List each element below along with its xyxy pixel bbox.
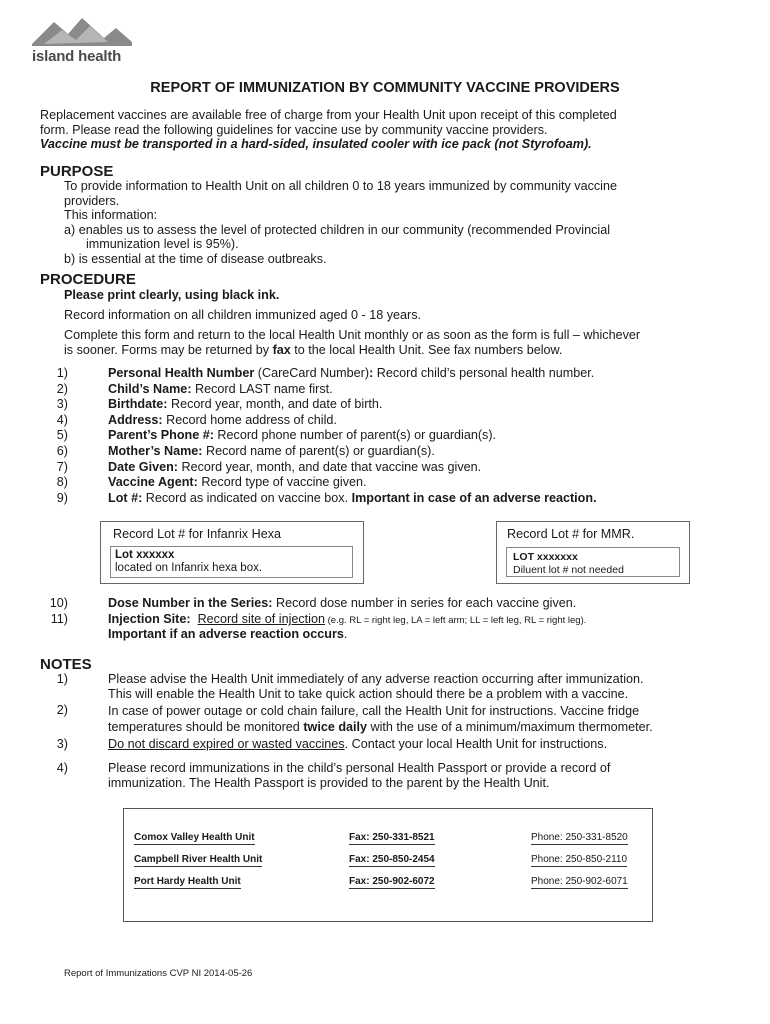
item-text: Record LAST name first.: [191, 381, 333, 396]
lot-box-infanrix: [100, 521, 364, 584]
contact-fax: Fax: 250-902-6072: [349, 876, 435, 887]
item-number: 9): [56, 490, 68, 505]
procedure-complete: [64, 328, 744, 357]
intro: [40, 108, 740, 152]
item-text: Record year, month, and date of birth.: [167, 397, 383, 412]
note-number: 2): [56, 703, 68, 717]
procedure-print: Please print clearly, using black ink.: [64, 288, 280, 302]
contact-row: [134, 854, 642, 867]
contact-fax: Fax: 250-331-8521: [349, 832, 435, 843]
note-number: 3): [56, 737, 68, 751]
contact-row: [134, 876, 642, 889]
lot-box-mmr: [496, 521, 690, 584]
item-number: 2): [56, 381, 68, 396]
item-label: Dose Number in the Series:: [108, 596, 273, 610]
item-text: Record phone number of parent(s) or guardian(s).: [213, 428, 497, 443]
note-text: [108, 719, 653, 735]
note-underlined: Do not discard expired or wasted vaccines: [108, 737, 345, 751]
list-item: [40, 428, 740, 444]
list-item-continued: [40, 627, 760, 642]
item-label: Lot #:: [108, 490, 143, 505]
note-text: immunization. The Health Passport is provided to the parent by the Health Unit.: [108, 775, 550, 790]
purpose-heading: PURPOSE: [40, 163, 114, 180]
intro-warning: Vaccine must be transported in a hard-sided, insulated cooler with ice pack (not Styrofoam).: [40, 137, 592, 151]
item-label: Date Given:: [108, 459, 178, 474]
note-text-pre: temperatures should be monitored: [108, 720, 304, 734]
item-text: Record type of vaccine given.: [197, 475, 367, 490]
complete-text-fax: fax: [272, 342, 291, 357]
note-text: In case of power outage or cold chain failure, call the Health Unit for instructions. Vaccine fridge: [108, 704, 640, 718]
item-label: Birthdate:: [108, 397, 168, 412]
note-text: Please advise the Health Unit immediately of any adverse reaction occurring after immunization.: [108, 672, 644, 686]
item-text: Record as indicated on vaccine box.: [142, 490, 352, 505]
lot-box-mmr-inner: [506, 547, 680, 577]
note-number: 4): [56, 761, 68, 775]
logo-text: island health: [32, 48, 122, 65]
notes-heading: NOTES: [40, 656, 92, 673]
island-health-logo: [32, 14, 152, 70]
item-number: 1): [56, 366, 68, 380]
contact-phone: Phone: 250-850-2110: [531, 854, 628, 865]
list-item: [40, 475, 740, 491]
contact-name: Campbell River Health Unit: [134, 854, 263, 865]
item-label-mid: (CareCard Number): [254, 366, 370, 380]
item-important: Important if an adverse reaction occurs: [108, 627, 344, 641]
intro-line-1: Replacement vaccines are available free of charge from your Health Unit upon receipt of this completed: [40, 108, 617, 122]
purpose-item-a: a) enables us to assess the level of protected children in our community (recommended Provincial: [64, 222, 610, 237]
complete-text-c: to the local Health Unit. See fax numbers below.: [290, 342, 563, 357]
lot-box-infanrix-inner: [110, 546, 353, 578]
item-number: 7): [56, 459, 68, 474]
contact-fax: Fax: 250-850-2454: [349, 854, 435, 865]
mountain-logo-icon: [32, 14, 132, 50]
list-item: [40, 612, 760, 627]
procedure-record: Record information on all children immunized aged 0 - 18 years.: [64, 308, 422, 322]
contacts-box: [123, 808, 653, 922]
mmr-note: Diluent lot # not needed: [513, 564, 624, 576]
item-important-end: .: [343, 627, 348, 641]
note-number: 1): [56, 672, 68, 686]
list-item: [40, 366, 740, 382]
list-item: [40, 460, 740, 476]
contact-name: Port Hardy Health Unit: [134, 876, 241, 887]
item-label-colon: :: [369, 366, 374, 380]
item-label: Address:: [108, 412, 163, 427]
contact-name: Comox Valley Health Unit: [134, 832, 255, 843]
item-underlined: Record site of injection: [197, 612, 325, 626]
purpose-line-1: To provide information to Health Unit on all children 0 to 18 years immunized by community vaccine: [64, 179, 617, 193]
item-text: Record year, month, and date that vaccine was given.: [178, 459, 482, 474]
contact-row: [134, 832, 642, 845]
item-text: Record name of parent(s) or guardian(s).: [202, 443, 435, 458]
item-label: Vaccine Agent:: [108, 475, 198, 490]
purpose-item-a-cont: immunization level is 95%).: [86, 237, 239, 251]
item-number: 8): [56, 475, 68, 490]
item-label: Personal Health Number: [108, 366, 255, 380]
list-item: [40, 444, 740, 460]
item-number: 10): [49, 596, 68, 610]
infanrix-note: located on Infanrix hexa box.: [115, 562, 263, 574]
item-text: Record home address of child.: [162, 412, 337, 427]
contact-phone: Phone: 250-902-6071: [531, 876, 628, 887]
list-item: [40, 491, 740, 507]
note-text: Please record immunizations in the child’s personal Health Passport or provide a record of: [108, 761, 611, 775]
footer: Report of Immunizations CVP NI 2014-05-26: [64, 968, 253, 979]
list-item: [40, 382, 740, 398]
contact-phone: Phone: 250-331-8520: [531, 832, 628, 843]
mmr-lot: LOT xxxxxxx: [513, 551, 578, 563]
purpose-item-b: b) is essential at the time of disease outbreaks.: [64, 251, 327, 266]
item-text: Record child’s personal health number.: [373, 366, 595, 380]
list-item: [40, 413, 740, 429]
item-number: 4): [56, 412, 68, 427]
procedure-complete-line-1: Complete this form and return to the local Health Unit monthly or as soon as the form is full – whichever: [64, 328, 641, 342]
item-label: Mother’s Name:: [108, 443, 203, 458]
list-item: [40, 596, 760, 612]
intro-line-2: form. Please read the following guidelines for vaccine use by community vaccine providers.: [40, 122, 548, 137]
note-text: This will enable the Health Unit to take quick action should there be a problem with a vaccine.: [108, 686, 629, 701]
note-text: . Contact your local Health Unit for instructions.: [344, 737, 608, 751]
procedure-list-continued: [40, 596, 760, 642]
item-number: 6): [56, 443, 68, 458]
item-label: Parent’s Phone #:: [108, 428, 214, 443]
item-label: Injection Site:: [108, 612, 191, 626]
item-label: Child’s Name:: [108, 381, 192, 396]
purpose-body: [64, 179, 744, 266]
item-number: 11): [50, 612, 68, 626]
note-text-bold: twice daily: [303, 720, 368, 734]
item-bold-tail: Important in case of an adverse reaction.: [351, 490, 597, 505]
procedure-complete-line-2: [64, 343, 744, 358]
item-number: 3): [56, 397, 68, 412]
procedure-list: [40, 366, 740, 506]
procedure-heading: PROCEDURE: [40, 271, 136, 288]
complete-text-a: is sooner. Forms may be returned by: [64, 342, 273, 357]
item-number: 5): [56, 428, 68, 443]
item-small-text: (e.g. RL = right leg, LA = left arm; LL = left leg, RL = right leg).: [324, 615, 587, 626]
item-text: Record dose number in series for each vaccine given.: [272, 596, 577, 610]
purpose-line-2: providers.: [64, 193, 120, 208]
lot-box-mmr-title: Record Lot # for MMR.: [507, 527, 635, 541]
page-title: REPORT OF IMMUNIZATION BY COMMUNITY VACCINE PROVIDERS: [150, 80, 620, 96]
list-item: [40, 397, 740, 413]
note-text-post: with the use of a minimum/maximum thermometer.: [367, 720, 653, 734]
purpose-line-3: This information:: [64, 208, 158, 222]
infanrix-lot: Lot xxxxxx: [115, 549, 175, 561]
lot-box-infanrix-title: Record Lot # for Infanrix Hexa: [113, 527, 281, 541]
